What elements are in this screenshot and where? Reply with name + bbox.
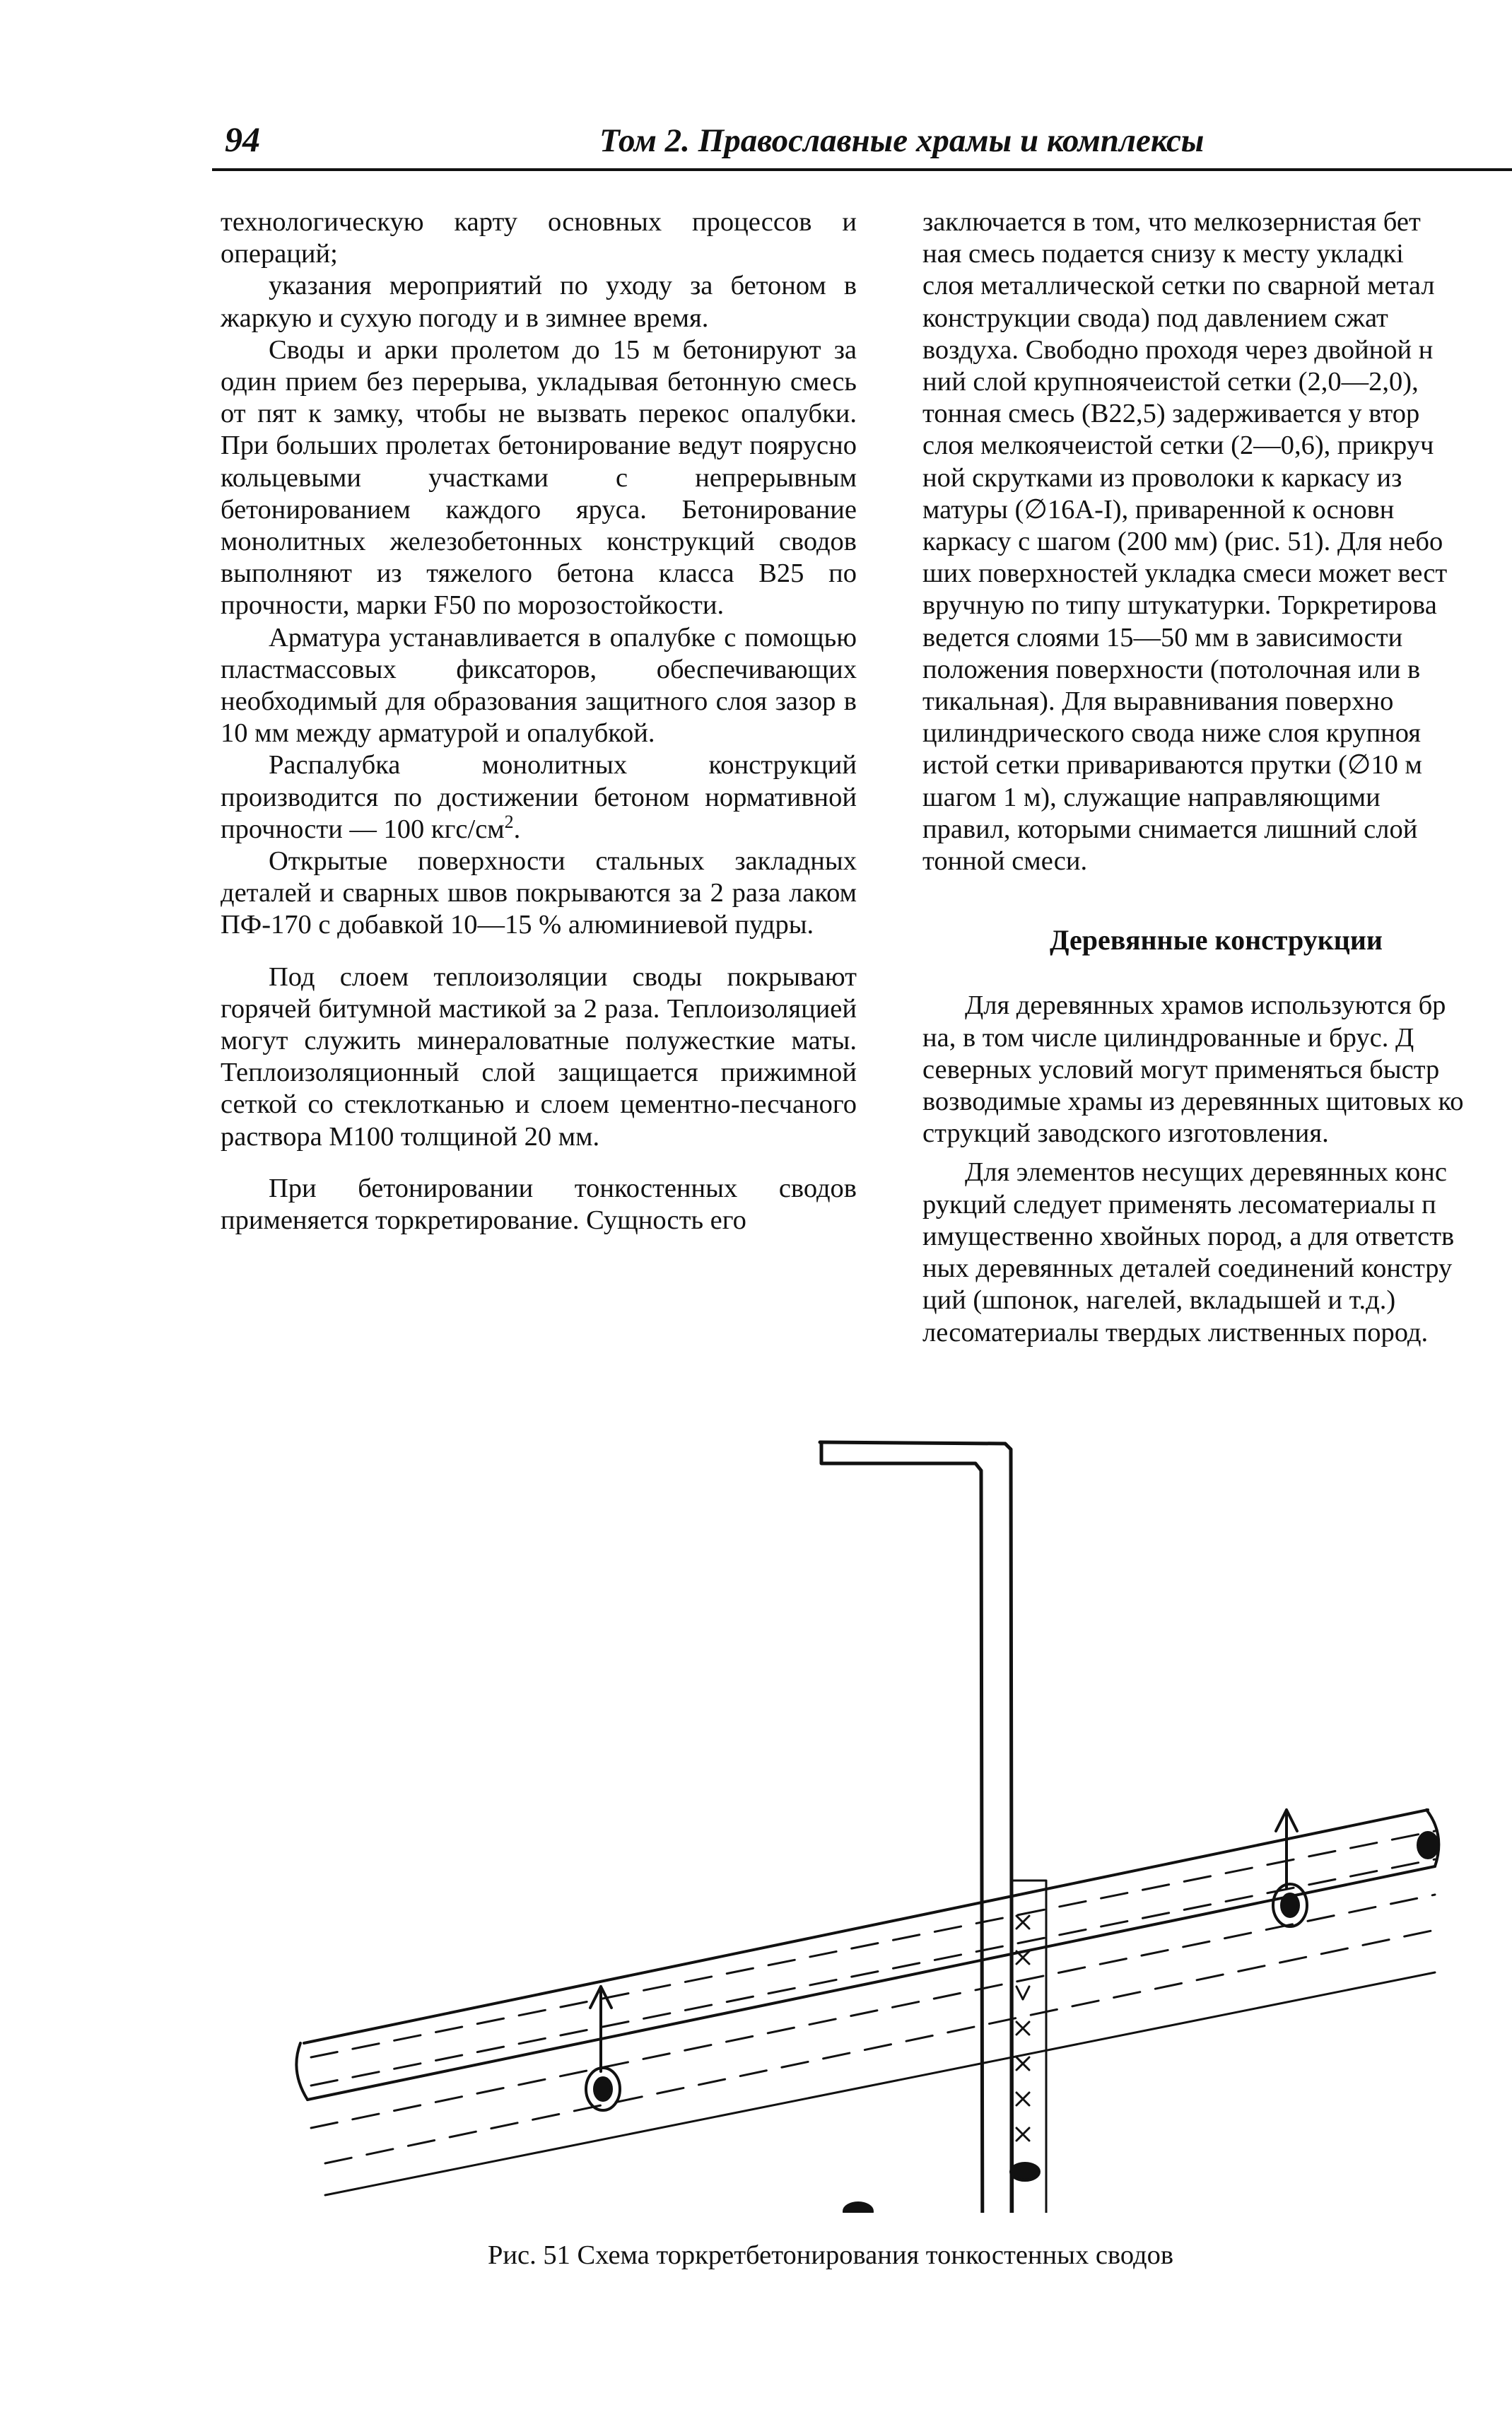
text-line: цилиндрического свода ниже слоя крупноя	[922, 718, 1422, 749]
page-header	[212, 119, 1512, 177]
text-line: тикальная). Для выравнивания поверхно	[922, 686, 1394, 717]
text-line: матуры (∅16А-I), приваренной к основн	[922, 494, 1395, 525]
text-line: каркасу с шагом (200 мм) (рис. 51). Для небо	[922, 527, 1443, 557]
pipe-end	[1418, 1832, 1438, 1858]
figure-caption: Рис. 51 Схема торкретбетонирования тонкостенных сводов	[488, 2240, 1174, 2270]
text-line: положения поверхности (потолочная или в	[922, 654, 1421, 684]
paragraph	[221, 749, 857, 846]
text-line: тонной смеси.	[922, 846, 1088, 877]
text-line: имущественно хвойных пород, а для ответств	[922, 1221, 1455, 1251]
text-line: лесоматериалы твердых лиственных пород.	[922, 1317, 1429, 1347]
paragraph: Своды и арки пролетом до 15 м бетонируют за один прием без перерыва, укладывая бетонную смесь от пят к замку, чтобы не вызвать перекос опалубки. При больших пролетах бетонирование ведут поярусно кольцевыми участками с непрерывным бетонированием каждого яруса. Бетонирование монолитных железобетонных конструкций сводов выполняют из тяжелого бетона класса В25 по прочности, марки F50 по морозостойкости.	[221, 334, 857, 621]
text-line: ной скрутками из проволоки к каркасу из	[922, 462, 1402, 493]
text-line: вручную по типу штукатурки. Торкретирова	[922, 590, 1437, 621]
right-column	[922, 206, 1512, 1349]
header-rule	[212, 168, 1512, 171]
paragraph: Арматура устанавливается в опалубке с помощью пластмассовых фиксаторов, обеспечивающих необходимый для образования защитного слоя зазор в 10 мм между арматурой и опалубкой.	[221, 622, 857, 749]
text-line: истой сетки привариваются прутки (∅10 м	[922, 750, 1422, 780]
section-heading: Деревянные конструкции	[1050, 924, 1383, 957]
spacer	[922, 1150, 1512, 1157]
text-line: воздуха. Свободно проходя через двойной н	[922, 334, 1434, 365]
paragraph-text: Распалубка монолитных конструкций производится по достижении бетоном нормативной прочности — 100 кгс/см	[221, 750, 857, 844]
superscript: 2	[504, 812, 514, 833]
text-line: ний слой крупноячеистой сетки (2,0—2,0),	[922, 367, 1419, 397]
text-line: ших поверхностей укладка смеси может вест	[922, 558, 1448, 589]
support-pad	[844, 2203, 872, 2213]
paragraph: При бетонировании тонкостенных сводов применяется торкретирование. Сущность его	[221, 1173, 857, 1236]
wire-tie	[1273, 1810, 1307, 1926]
figure-51	[269, 1435, 1512, 2213]
text-line: на, в том числе цилиндрованные и брус. Д	[922, 1022, 1414, 1053]
left-column	[221, 206, 857, 1236]
text-line: ных деревянных деталей соединений констру	[922, 1253, 1453, 1284]
text-line: Для деревянных храмов используются бр	[965, 990, 1446, 1021]
paragraph: технологическую карту основных процессов и операций;	[221, 207, 857, 269]
period: .	[513, 814, 521, 844]
text-line: ная смесь подается снизу к месту укладкі	[922, 239, 1404, 269]
text-line: тонная смесь (В22,5) задерживается у втор	[922, 399, 1420, 429]
paragraph: Под слоем теплоизоляции своды покрывают горячей битумной мастикой за 2 раза. Теплоизоляцией могут служить минераловатные полужесткие маты. Теплоизоляционный слой защищается прижимной сеткой со стеклотканью и слоем цементно-песчаного раствора М100 толщиной 20 мм.	[221, 961, 857, 1152]
mesh-layers	[311, 1831, 1435, 2163]
text-line: конструкции свода) под давлением сжат	[922, 303, 1388, 333]
vault-shell-bottom	[307, 1866, 1435, 2100]
text-line: Для элементов несущих деревянных конс	[965, 1157, 1448, 1188]
text-line: шагом 1 м), служащие направляющими	[922, 782, 1381, 812]
paragraph: указания мероприятий по уходу за бетоном в жаркую и сухую погоду и в зимнее время.	[221, 271, 857, 333]
wire-tie	[586, 1987, 620, 2110]
concrete-surface	[325, 1972, 1435, 2195]
text-line: ведется слоями 15—50 мм в зависимости	[922, 622, 1403, 653]
text-line: ций (шпонок, нагелей, вкладышей и т.д.)	[922, 1285, 1396, 1316]
text-line: северных условий могут применяться быстр	[922, 1054, 1440, 1084]
running-title: Том 2. Православные храмы и комплексы	[599, 122, 1205, 159]
text-line: заключается в том, что мелкозернистая бет	[922, 207, 1421, 237]
paragraph: Открытые поверхности стальных закладных деталей и сварных швов покрываются за 2 раза лаком ПФ-170 с добавкой 10—15 % алюминиевой пудры.	[221, 846, 857, 940]
vault-shell-edge	[296, 2043, 307, 2100]
text-line: слоя металлической сетки по сварной метал	[922, 271, 1435, 301]
support-pad	[1011, 2163, 1039, 2180]
text-line: возводимые храмы из деревянных щитовых ко	[922, 1087, 1464, 1117]
page-number: 94	[225, 119, 260, 159]
text-line: струкций заводского изготовления.	[922, 1118, 1329, 1149]
shotcrete-scheme-drawing	[269, 1435, 1512, 2213]
text-line: рукций следует применять лесоматериалы п	[922, 1189, 1436, 1220]
text-line: правил, которыми снимается лишний слой	[922, 814, 1418, 844]
text-line: слоя мелкоячеистой сетки (2—0,6), прикруч	[922, 431, 1434, 461]
